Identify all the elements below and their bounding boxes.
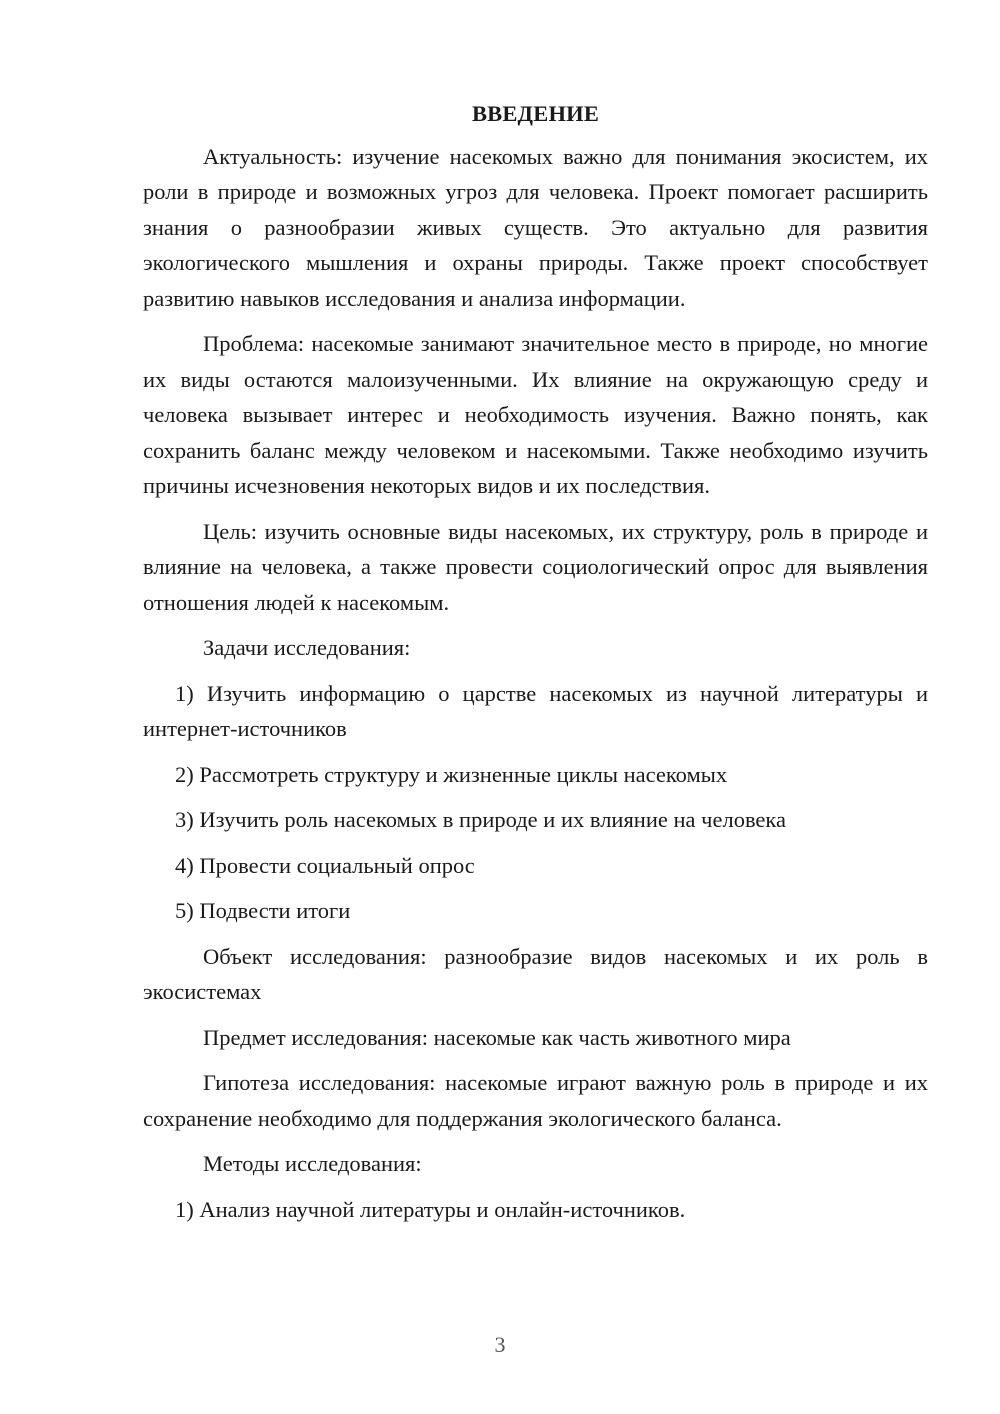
methods-heading: Методы исследования: — [203, 1151, 422, 1176]
document-page — [143, 96, 928, 1237]
page-title: ВВЕДЕНИЕ — [471, 101, 600, 126]
task-item-1: 1) Изучить информацию о царстве насекомых из научной литературы и интернет-источников — [143, 680, 928, 741]
task-item-4: 4) Провести социальный опрос — [175, 852, 475, 878]
object-paragraph: Объект исследования: разнообразие видов насекомых и их роль в экосистемах — [143, 943, 928, 1004]
task-item-2: 2) Рассмотреть структуру и жизненные циклы насекомых — [175, 761, 728, 787]
subject-paragraph: Предмет исследования: насекомые как часть животного мира — [203, 1024, 791, 1050]
tasks-heading: Задачи исследования: — [203, 635, 411, 660]
actuality-paragraph: Актуальность: изучение насекомых важно для понимания экосистем, их роли в природе и возможных угроз для человека. Проект помогает расширить знания о разнообразии живых существ. Это актуально для развития экологического мышления и охраны природы. Также проект способствует развитию навыков исследования и анализа информации. — [143, 143, 928, 311]
problem-paragraph: Проблема: насекомые занимают значительное место в природе, но многие их виды остаются малоизученными. Их влияние на окружающую среду и человека вызывает интерес и необходимость изучения. Важно понять, как сохранить баланс между человеком и насекомыми. Также необходимо изучить причины исчезновения некоторых видов и их последствия. — [143, 331, 928, 498]
method-item-1: 1) Анализ научной литературы и онлайн-источников. — [175, 1196, 686, 1222]
hypothesis-paragraph: Гипотеза исследования: насекомые играют важную роль в природе и их сохранение необходимо для поддержания экологического баланса. — [143, 1070, 928, 1131]
task-item-3: 3) Изучить роль насекомых в природе и их влияние на человека — [175, 807, 786, 832]
task-item-5: 5) Подвести итоги — [175, 898, 351, 923]
goal-paragraph: Цель: изучить основные виды насекомых, их структуру, роль в природе и влияние на человека, а также провести социологический опрос для выявления отношения людей к насекомым. — [143, 518, 928, 615]
page-number: 3 — [494, 1332, 506, 1357]
